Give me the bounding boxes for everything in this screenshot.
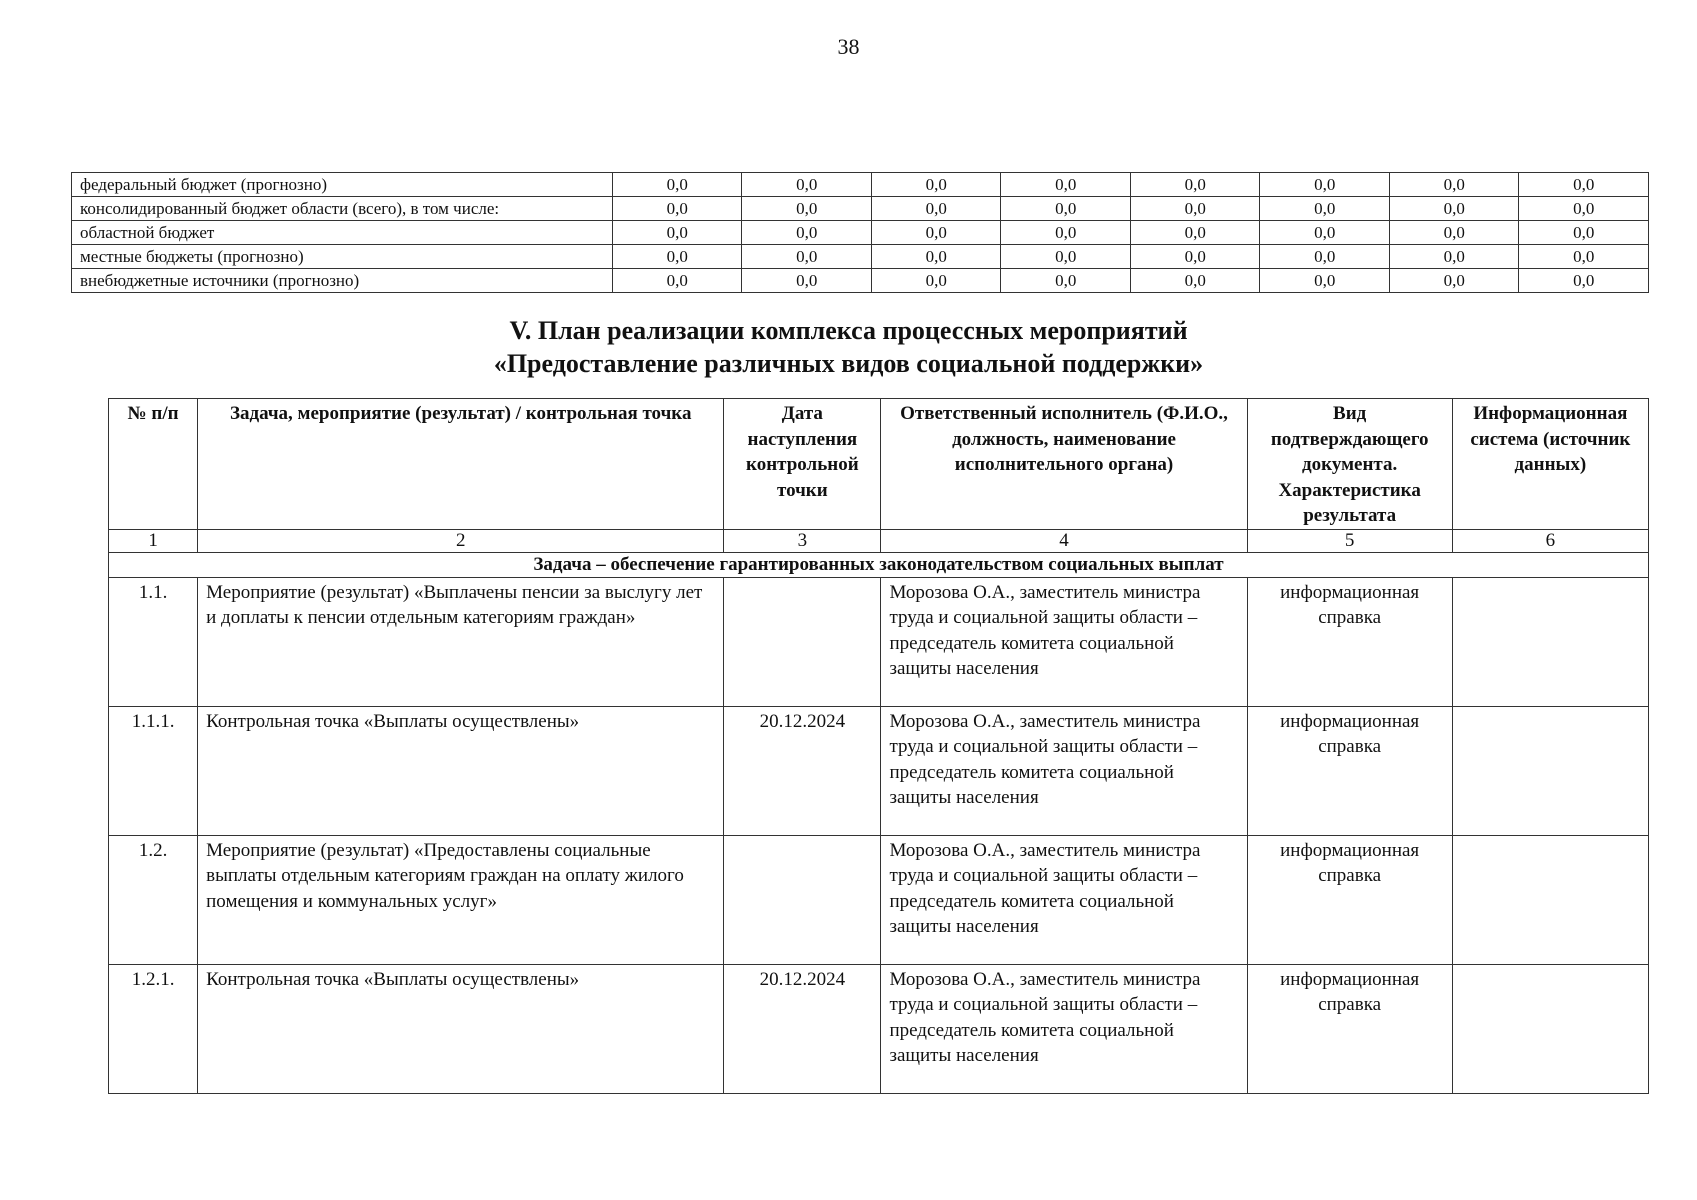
plan-header-row <box>109 399 1649 530</box>
budget-value: 0,0 <box>1001 173 1131 197</box>
budget-value: 0,0 <box>1519 245 1649 269</box>
budget-value: 0,0 <box>871 269 1001 293</box>
budget-value: 0,0 <box>1389 197 1519 221</box>
budget-value: 0,0 <box>742 245 872 269</box>
row-executor: Морозова О.А., заместитель министра труда и социальной защиты области – председатель комитета социальной защиты населения <box>881 577 1247 706</box>
row-number: 1.1.1. <box>109 706 198 835</box>
budget-value: 0,0 <box>1001 245 1131 269</box>
budget-value: 0,0 <box>871 173 1001 197</box>
plan-row <box>109 577 1649 706</box>
budget-value: 0,0 <box>1389 269 1519 293</box>
budget-value: 0,0 <box>1260 245 1390 269</box>
row-system <box>1452 964 1648 1093</box>
budget-value: 0,0 <box>1519 221 1649 245</box>
task-row <box>109 552 1649 577</box>
budget-value: 0,0 <box>1389 221 1519 245</box>
budget-value: 0,0 <box>1519 269 1649 293</box>
task-title: Задача – обеспечение гарантированных законодательством социальных выплат <box>109 552 1649 577</box>
budget-value: 0,0 <box>742 221 872 245</box>
header-document: Вид подтверждающего документа. Характеристика результата <box>1247 399 1452 530</box>
row-task: Контрольная точка «Выплаты осуществлены» <box>198 964 724 1093</box>
column-number: 5 <box>1247 529 1452 552</box>
column-number-row <box>109 529 1649 552</box>
plan-row <box>109 706 1649 835</box>
budget-value: 0,0 <box>871 197 1001 221</box>
budget-value: 0,0 <box>871 245 1001 269</box>
budget-value: 0,0 <box>1001 221 1131 245</box>
row-date <box>724 835 881 964</box>
budget-row <box>72 197 1649 221</box>
budget-row <box>72 173 1649 197</box>
plan-table <box>108 398 1649 1094</box>
budget-value: 0,0 <box>1260 197 1390 221</box>
row-document: информационная справка <box>1247 964 1452 1093</box>
budget-value: 0,0 <box>1130 197 1260 221</box>
row-number: 1.2. <box>109 835 198 964</box>
budget-value: 0,0 <box>742 269 872 293</box>
budget-value: 0,0 <box>1260 221 1390 245</box>
budget-value: 0,0 <box>742 173 872 197</box>
section-title-line1: V. План реализации комплекса процессных мероприятий <box>509 316 1188 345</box>
row-system <box>1452 835 1648 964</box>
plan-row <box>109 835 1649 964</box>
header-num: № п/п <box>109 399 198 530</box>
header-executor: Ответственный исполнитель (Ф.И.О., должность, наименование исполнительного органа) <box>881 399 1247 530</box>
row-date: 20.12.2024 <box>724 964 881 1093</box>
column-number: 2 <box>198 529 724 552</box>
budget-row <box>72 221 1649 245</box>
row-system <box>1452 706 1648 835</box>
row-executor: Морозова О.А., заместитель министра труда и социальной защиты области – председатель комитета социальной защиты населения <box>881 835 1247 964</box>
row-executor: Морозова О.А., заместитель министра труда и социальной защиты области – председатель комитета социальной защиты населения <box>881 706 1247 835</box>
budget-value: 0,0 <box>1260 269 1390 293</box>
row-document: информационная справка <box>1247 577 1452 706</box>
header-task: Задача, мероприятие (результат) / контрольная точка <box>198 399 724 530</box>
budget-value: 0,0 <box>1519 173 1649 197</box>
budget-row <box>72 245 1649 269</box>
column-number: 1 <box>109 529 198 552</box>
budget-value: 0,0 <box>1130 269 1260 293</box>
budget-value: 0,0 <box>1260 173 1390 197</box>
column-number: 6 <box>1452 529 1648 552</box>
budget-value: 0,0 <box>1001 197 1131 221</box>
header-system: Информационная система (источник данных) <box>1452 399 1648 530</box>
budget-value: 0,0 <box>871 221 1001 245</box>
row-document: информационная справка <box>1247 706 1452 835</box>
row-number: 1.2.1. <box>109 964 198 1093</box>
row-executor: Морозова О.А., заместитель министра труда и социальной защиты области – председатель комитета социальной защиты населения <box>881 964 1247 1093</box>
budget-table <box>71 172 1649 293</box>
page-number: 38 <box>837 34 860 59</box>
budget-row-label: областной бюджет <box>72 221 613 245</box>
header-date: Дата наступления контрольной точки <box>724 399 881 530</box>
budget-value: 0,0 <box>612 173 742 197</box>
budget-value: 0,0 <box>1519 197 1649 221</box>
budget-value: 0,0 <box>612 269 742 293</box>
row-task: Контрольная точка «Выплаты осуществлены» <box>198 706 724 835</box>
row-task: Мероприятие (результат) «Выплачены пенсии за выслугу лет и доплаты к пенсии отдельным категориям граждан» <box>198 577 724 706</box>
budget-value: 0,0 <box>742 197 872 221</box>
budget-value: 0,0 <box>612 197 742 221</box>
budget-value: 0,0 <box>1001 269 1131 293</box>
row-document: информационная справка <box>1247 835 1452 964</box>
budget-value: 0,0 <box>1130 245 1260 269</box>
column-number: 4 <box>881 529 1247 552</box>
budget-row-label: федеральный бюджет (прогнозно) <box>72 173 613 197</box>
row-date <box>724 577 881 706</box>
row-system <box>1452 577 1648 706</box>
row-date: 20.12.2024 <box>724 706 881 835</box>
budget-row-label: консолидированный бюджет области (всего), в том числе: <box>72 197 613 221</box>
section-title-line2: «Предоставление различных видов социальной поддержки» <box>493 349 1204 378</box>
column-number: 3 <box>724 529 881 552</box>
budget-row-label: внебюджетные источники (прогнозно) <box>72 269 613 293</box>
row-number: 1.1. <box>109 577 198 706</box>
row-task: Мероприятие (результат) «Предоставлены социальные выплаты отдельным категориям граждан на оплату жилого помещения и коммунальных услуг» <box>198 835 724 964</box>
budget-value: 0,0 <box>612 221 742 245</box>
budget-value: 0,0 <box>612 245 742 269</box>
budget-row-label: местные бюджеты (прогнозно) <box>72 245 613 269</box>
budget-row <box>72 269 1649 293</box>
plan-row <box>109 964 1649 1093</box>
budget-value: 0,0 <box>1389 173 1519 197</box>
budget-value: 0,0 <box>1130 221 1260 245</box>
budget-value: 0,0 <box>1130 173 1260 197</box>
budget-value: 0,0 <box>1389 245 1519 269</box>
